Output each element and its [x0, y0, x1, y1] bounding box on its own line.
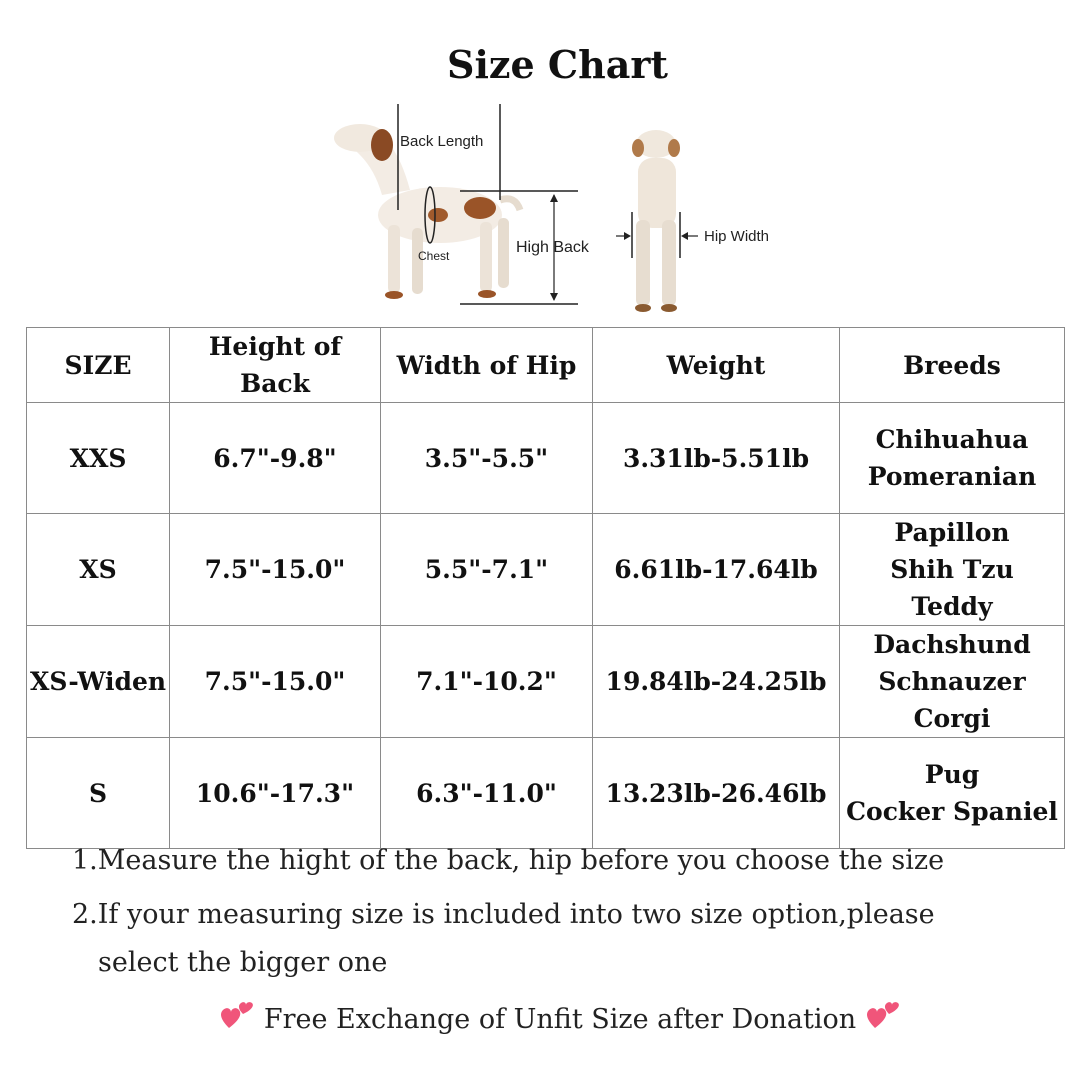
- back-length-label: Back Length: [400, 133, 484, 150]
- hip-width-label: Hip Width: [704, 228, 770, 245]
- header-height-of-back: Height of Back: [170, 328, 381, 403]
- breed-name: Pug: [924, 760, 980, 789]
- weight-cell: 19.84lb-24.25lb: [593, 626, 840, 738]
- weight-cell: 6.61lb-17.64lb: [593, 514, 840, 626]
- header-width-of-hip: Width of Hip: [381, 328, 593, 403]
- high-back-label: High Back: [516, 239, 589, 256]
- table-row: [27, 514, 1065, 626]
- width-cell: 6.3"-11.0": [381, 738, 593, 849]
- chest-label: Chest: [418, 249, 450, 263]
- breed-name: Teddy: [911, 592, 993, 621]
- footer-banner: [0, 1000, 1090, 1039]
- height-cell: 10.6"-17.3": [170, 738, 381, 849]
- size-cell: XXS: [27, 403, 170, 514]
- size-cell: XS-Widen: [27, 626, 170, 738]
- width-cell: 7.1"-10.2": [381, 626, 593, 738]
- header-breeds: Breeds: [840, 328, 1065, 403]
- breed-name: Pomeranian: [867, 462, 1037, 491]
- breed-name: Cocker Spaniel: [846, 797, 1058, 826]
- page-title: Size Chart: [447, 42, 668, 87]
- size-table: [26, 327, 1065, 849]
- breeds-cell: [840, 403, 1065, 514]
- table-header-row: [27, 328, 1065, 403]
- table-row: [27, 403, 1065, 514]
- breeds-cell: [840, 626, 1065, 738]
- height-cell: 7.5"-15.0": [170, 514, 381, 626]
- footer-text: Free Exchange of Unfit Size after Donation: [263, 1004, 857, 1035]
- breed-name: Dachshund: [873, 630, 1031, 659]
- rear-dog-image: [632, 130, 680, 312]
- weight-cell: 13.23lb-26.46lb: [593, 738, 840, 849]
- width-cell: 5.5"-7.1": [381, 514, 593, 626]
- weight-cell: 3.31lb-5.51lb: [593, 403, 840, 514]
- height-cell: 6.7"-9.8": [170, 403, 381, 514]
- note-2: [72, 892, 1072, 988]
- breeds-cell: [840, 738, 1065, 849]
- note-2-line-1: 2.If your measuring size is included into two size option,please: [72, 899, 935, 930]
- breed-name: Papillon: [894, 518, 1010, 547]
- breed-name: Schnauzer: [878, 667, 1026, 696]
- two-hearts-icon: [219, 1000, 255, 1039]
- measurement-diagram: [320, 100, 800, 320]
- size-cell: XS: [27, 514, 170, 626]
- breed-name: Shih Tzu: [890, 555, 1014, 584]
- table-row: [27, 626, 1065, 738]
- breed-name: Corgi: [913, 704, 991, 733]
- size-cell: S: [27, 738, 170, 849]
- width-cell: 3.5"-5.5": [381, 403, 593, 514]
- side-dog-image: [334, 124, 520, 299]
- measurement-notes: [72, 838, 1072, 988]
- height-cell: 7.5"-15.0": [170, 626, 381, 738]
- note-2-line-2: select the bigger one: [98, 947, 388, 978]
- breed-name: Chihuahua: [875, 425, 1029, 454]
- header-size: SIZE: [27, 328, 170, 403]
- breeds-cell: [840, 514, 1065, 626]
- two-hearts-icon: [865, 1000, 901, 1039]
- note-1: 1.Measure the hight of the back, hip before you choose the size: [72, 845, 945, 876]
- dog-measurement-illustration: [320, 100, 800, 320]
- table-row: [27, 738, 1065, 849]
- header-weight: Weight: [593, 328, 840, 403]
